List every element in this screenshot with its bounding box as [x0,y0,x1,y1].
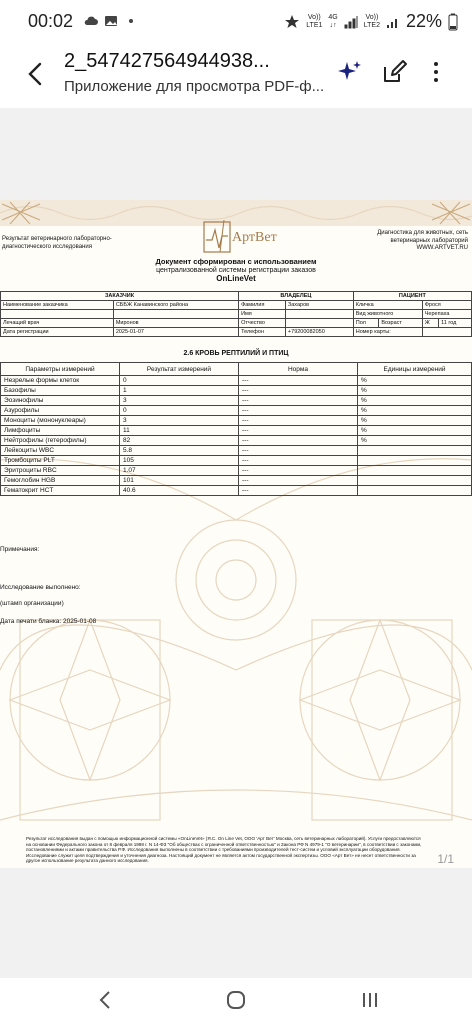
info-cell: Миронов [113,319,238,328]
more-vert-icon[interactable] [422,58,450,86]
document-title [100,258,372,283]
results-table [0,362,472,496]
clock: 00:02 [28,11,74,31]
section-title: 2.6 КРОВЬ РЕПТИЛИЙ И ПТИЦ [183,350,289,357]
info-row [1,301,472,310]
app-bar [0,44,472,108]
nav-recents-icon[interactable] [358,988,382,1012]
title-line-1: Документ сформирован с использованием [155,257,317,266]
title-brand: OnLineVet [216,274,256,283]
info-cell: Телефон [239,328,286,337]
info-cell: СББЖ Канавинского района [113,301,238,310]
stamp-label: (штамп организации) [0,600,64,607]
logo-text: АртВет [232,230,277,245]
info-row [1,310,472,319]
result-cell: Лейкоциты WBC [1,446,120,456]
info-cell: 2025-01-07 [113,328,238,337]
sim2-label: Vo)) [365,13,379,21]
battery-icon [448,13,458,31]
back-arrow-icon[interactable] [22,60,50,88]
status-bar [0,0,472,44]
system-nav-bar [0,978,472,1024]
result-cell: --- [239,456,358,466]
nav-back-icon[interactable] [94,988,118,1012]
result-row [1,386,472,396]
info-cell: Черепаха [422,310,471,319]
result-cell: Незрелые формы клеток [1,376,120,386]
result-cell: Лимфоциты [1,426,120,436]
info-cell: Отчество [239,319,286,328]
result-cell: --- [239,376,358,386]
result-cell: 3 [120,416,239,426]
result-cell: --- [239,476,358,486]
result-cell [358,466,472,476]
info-cell: Фамилия [239,301,286,310]
result-cell: 105 [120,456,239,466]
sim1-indicator [306,14,322,30]
result-row [1,426,472,436]
result-cell: --- [239,486,358,496]
sim2-indicator [364,14,380,30]
info-cell: Ж [422,319,438,328]
nav-home-icon[interactable] [224,988,248,1012]
result-cell: --- [239,406,358,416]
result-cell: 3 [120,396,239,406]
result-cell: Эозинофилы [1,396,120,406]
sim1-lte-label: LTE1 [306,21,323,29]
result-cell: % [358,426,472,436]
sim2-lte-label: LTE2 [363,21,380,29]
info-cell [422,328,471,337]
result-cell: --- [239,446,358,456]
result-cell: 0 [120,406,239,416]
col-header-units: Единицы измерений [358,363,472,376]
result-cell: --- [239,466,358,476]
result-cell [358,446,472,456]
result-cell [358,456,472,466]
info-cell: Возраст [379,319,422,328]
result-row [1,406,472,416]
file-title: 2_547427564944938... [64,50,270,72]
col-header-param: Параметры измерений [1,363,120,376]
info-cell [113,310,238,319]
sim1-label: Vo)) [307,13,321,21]
result-cell: --- [239,426,358,436]
result-row [1,436,472,446]
result-row [1,466,472,476]
pdf-page[interactable] [0,200,472,868]
result-row [1,416,472,426]
result-cell [358,486,472,496]
col-header-result: Результат измерений [120,363,239,376]
info-row [1,328,472,337]
info-cell [285,319,353,328]
result-cell: Азурофилы [1,406,120,416]
result-cell: Тромбоциты PLT [1,456,120,466]
result-row [1,446,472,456]
result-cell: Моноциты (мононуклеары) [1,416,120,426]
notification-dot-icon [124,14,138,28]
info-cell [1,310,114,319]
result-cell [358,476,472,486]
gallery-icon [104,14,118,28]
header-left-text: Результат ветеринарного лабораторно-диагностического исследования [2,236,112,250]
info-cell: Пол [353,319,379,328]
result-row [1,486,472,496]
result-cell: % [358,406,472,416]
result-cell: Гематокрит HCT [1,486,120,496]
page-indicator: 1/1 [437,852,454,866]
done-label: Исследование выполнено: [0,584,81,591]
result-row [1,396,472,406]
result-cell: --- [239,436,358,446]
owner-header: ВЛАДЕЛЕЦ [239,292,354,301]
result-cell: % [358,376,472,386]
result-cell: 82 [120,436,239,446]
result-cell: Базофилы [1,386,120,396]
result-cell: % [358,386,472,396]
info-cell: Дата регистрации [1,328,114,337]
notes-label: Примечания: [0,546,40,553]
data-indicator [328,14,337,30]
result-cell: Нейтрофилы (гетерофилы) [1,436,120,446]
info-cell: Имя [239,310,286,319]
result-cell: 40.6 [120,486,239,496]
data-arrows-icon: ↓↑ [329,21,337,29]
result-cell: Гемоглобин HGB [1,476,120,486]
edit-icon[interactable] [380,58,408,86]
info-cell: Наименование заказчика [1,301,114,310]
signal1-icon [344,15,358,29]
result-cell: 101 [120,476,239,486]
result-row [1,376,472,386]
result-cell: 0 [120,376,239,386]
cloud-icon [84,14,98,28]
result-cell: % [358,436,472,446]
header-right-text: Диагностика для животных, сеть ветеринарных лабораторий WWW.ARTVET.RU [377,230,468,251]
info-row [1,319,472,328]
order-info-table [0,291,472,337]
result-cell: --- [239,396,358,406]
info-cell: Лечащий врач [1,319,114,328]
info-cell: 11 год [439,319,472,328]
print-date: Дата печати бланка: 2025-01-08 [0,618,97,625]
star-icon [284,14,300,30]
data-type-label: 4G [328,13,338,21]
result-cell: --- [239,386,358,396]
signal2-icon [386,15,400,29]
title-line-2: централизованной системы регистрации заказов [156,267,316,274]
pdf-viewer[interactable] [0,108,472,978]
result-cell: 1 [120,386,239,396]
app-subtitle: Приложение для просмотра PDF-ф... [64,78,325,95]
footer-disclaimer: Результат исследования выдан с помощью информационной системы «OnLineVet» (Я.С. On Line Vet, ООО 'Арт Вет' Москва, сеть ветеринарных лабораторий). Услуги предоставляются на основании Федерального закона от 8 февраля 1998 г. N 14-ФЗ "Об обществах с ограниченной ответственностью" и Закона РФ N 4979-1 "О ветеринарии", в соответствии с законами, постановлениями и актами правительства Р.Ф. Исследования выполнены в соответствии с требованиями производителей тест-систем и условий эксплуатации оборудования. Исследование служит целя подтверждения и уточнения диагноза. Настоящий документ не является актом государственной экспертизы. ООО «Арт Вет» не несет ответственности за другое использование результата данного исследования. [26,836,422,864]
col-header-norm: Норма [239,363,358,376]
ai-sparkle-icon[interactable] [336,58,364,86]
result-cell: 5.8 [120,446,239,456]
battery-percent: 22% [405,11,442,31]
info-cell [285,310,353,319]
result-cell: % [358,396,472,406]
result-row [1,456,472,466]
info-cell: Номер карты: [353,328,422,337]
result-cell: % [358,416,472,426]
info-cell: +79200082050 [285,328,353,337]
patient-header: ПАЦИЕНТ [353,292,471,301]
info-cell: Вид животного [353,310,422,319]
info-cell: Фрося [422,301,471,310]
info-cell: Захаров [285,301,353,310]
result-cell: 1.07 [120,466,239,476]
info-cell: Кличка [353,301,422,310]
result-row [1,476,472,486]
result-cell: --- [239,416,358,426]
customer-header: ЗАКАЗЧИК [1,292,239,301]
result-cell: Эритроциты RBC [1,466,120,476]
result-cell: 11 [120,426,239,436]
